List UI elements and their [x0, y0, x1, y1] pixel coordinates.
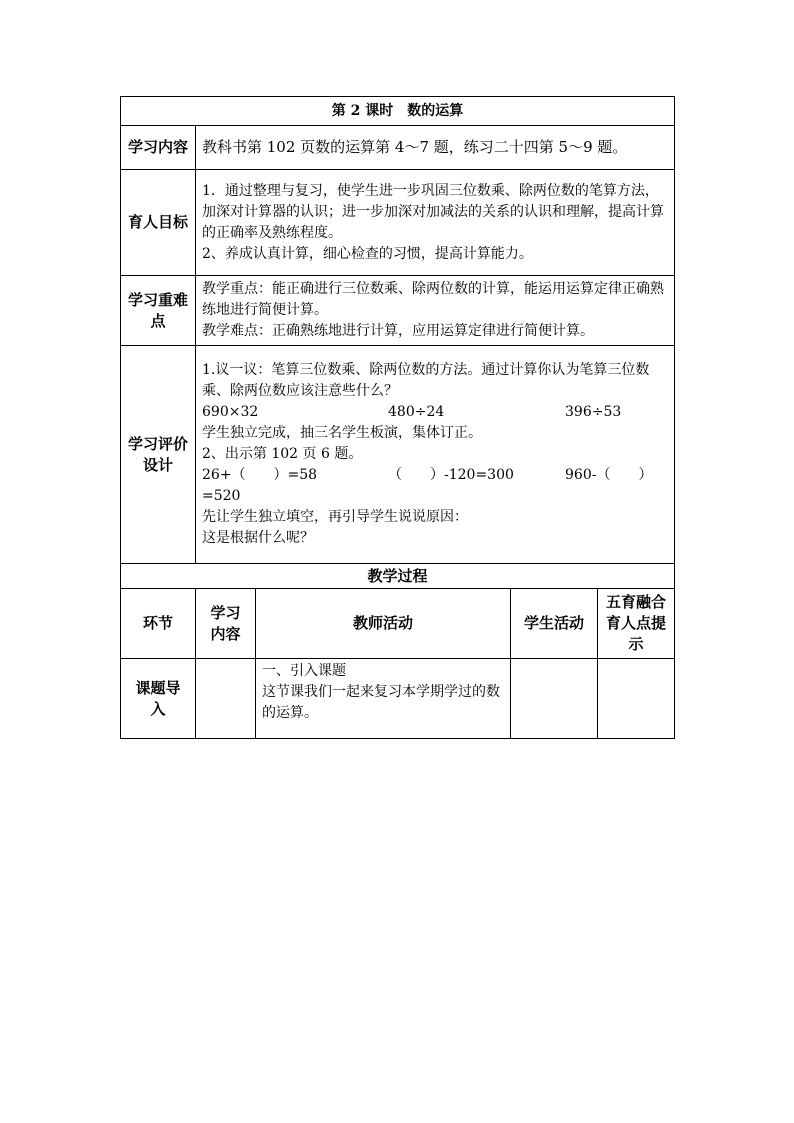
goals-label: 育人目标	[121, 170, 196, 276]
lesson-title: 第 2 课时 数的运算	[121, 97, 675, 126]
eval-content	[196, 346, 675, 564]
lesson-plan-table	[120, 96, 675, 739]
equation-3: 960-（ ）	[565, 467, 653, 483]
process-title: 教学过程	[121, 564, 675, 589]
key-content	[196, 276, 675, 346]
equation-continuation: =520	[202, 488, 241, 504]
tips-cell	[598, 659, 675, 739]
eval-line-1: 1.议一议：笔算三位数乘、除两位数的方法。通过计算你认为笔算三位数乘、除两位数应该注意些什么？	[202, 362, 650, 399]
stage-cell: 课题导入	[121, 659, 196, 739]
teacher-line-1: 一、引入课题	[262, 663, 346, 679]
equation-row	[202, 465, 670, 486]
content-text: 教科书第 102 页数的运算第 4～7 题，练习二十四第 5～9 题。	[196, 126, 675, 170]
key-label: 学习重难点	[121, 276, 196, 346]
header-content: 学习内容	[196, 589, 256, 659]
table-row	[121, 659, 675, 739]
eval-line-5: 这是根据什么呢？	[202, 530, 314, 546]
calc-row	[202, 402, 670, 423]
teacher-cell	[256, 659, 511, 739]
eval-line-3: 2、出示第 102 页 6 题。	[202, 446, 363, 462]
goals-line-1: 1．通过整理与复习，使学生进一步巩固三位数乘、除两位数的笔算方法，加深对计算器的认识；进一步加深对加减法的关系的认识和理解，提高计算的正确率及熟练程度。	[202, 182, 664, 241]
header-teacher: 教师活动	[256, 589, 511, 659]
calc-2: 480÷24	[388, 404, 445, 420]
content-cell	[196, 659, 256, 739]
teacher-line-2: 这节课我们一起来复习本学期学过的数的运算。	[262, 684, 500, 721]
student-cell	[511, 659, 598, 739]
header-student: 学生活动	[511, 589, 598, 659]
content-label: 学习内容	[121, 126, 196, 170]
equation-1: 26+（ ）=58	[202, 467, 318, 483]
goals-line-2: 2、养成认真计算，细心检查的习惯，提高计算能力。	[202, 245, 533, 262]
header-tips: 五育融合育人点提示	[598, 589, 675, 659]
eval-label: 学习评价设计	[121, 346, 196, 564]
goals-content	[196, 170, 675, 276]
lesson-plan-sheet	[120, 96, 674, 739]
calc-1: 690×32	[202, 404, 259, 420]
equation-2: （ ）-120=300	[388, 467, 514, 483]
eval-line-2: 学生独立完成，抽三名学生板演，集体订正。	[202, 425, 482, 441]
eval-line-4: 先让学生独立填空，再引导学生说说原因：	[202, 509, 468, 525]
calc-3: 396÷53	[565, 404, 622, 420]
key-line-2: 教学难点：正确熟练地进行计算，应用运算定律进行简便计算。	[202, 323, 594, 339]
key-line-1: 教学重点：能正确进行三位数乘、除两位数的计算，能运用运算定律正确熟练地进行简便计算。	[202, 281, 664, 318]
header-stage: 环节	[121, 589, 196, 659]
